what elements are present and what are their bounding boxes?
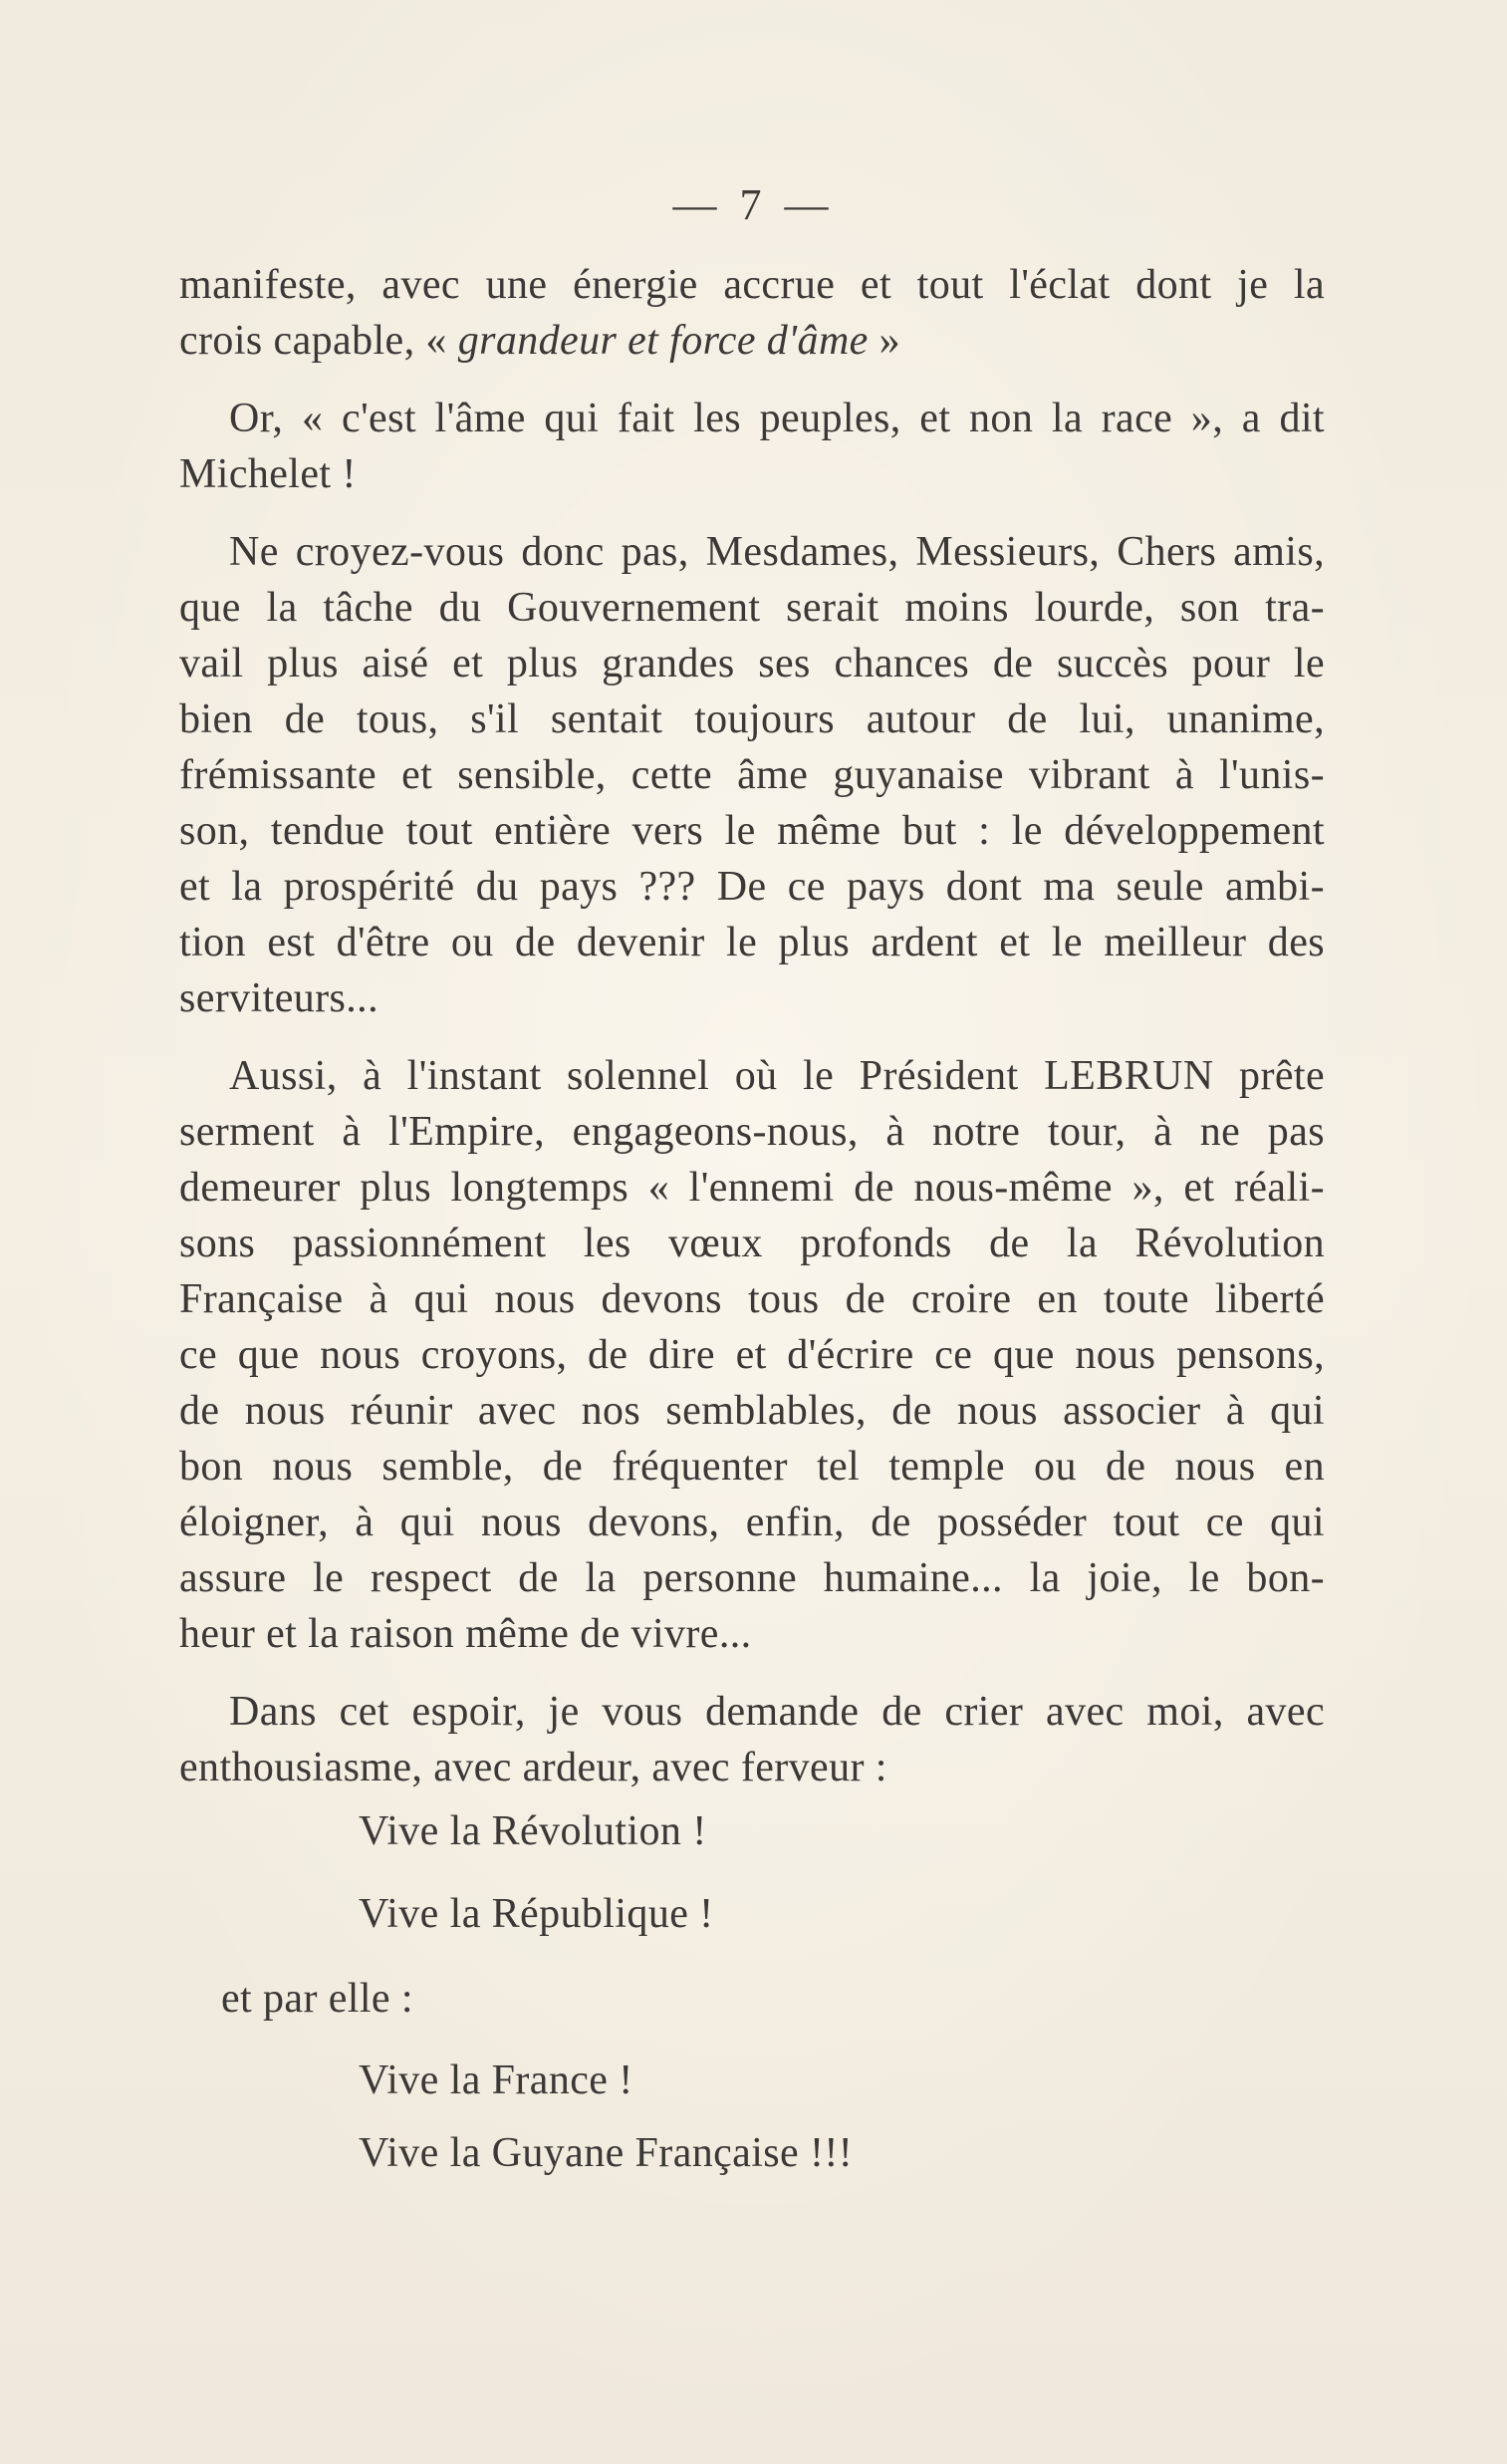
paragraph (179, 391, 1325, 502)
text-line: serviteurs... (179, 975, 378, 1021)
vive-france-line: Vive la France ! (359, 2057, 633, 2103)
vive-guyane-line: Vive la Guyane Française !!! (359, 2130, 854, 2176)
italic-phrase: grandeur et force d'âme (457, 318, 869, 364)
et-par-elle-line: et par elle : (221, 1976, 413, 2022)
text-line: ce que nous croyons, de dire et d'écrire ce que nous pensons, (179, 1332, 1325, 1378)
page-number: — 7 — (672, 180, 835, 229)
text-line: son, tendue tout entière vers le même but : le développement (179, 808, 1325, 854)
text-line: vail plus aisé et plus grandes ses chances de succès pour le (179, 641, 1325, 686)
text-line: manifeste, avec une énergie accrue et tout l'éclat dont je la (179, 262, 1325, 308)
paragraph-gap (179, 369, 1325, 391)
text-line: assure le respect de la personne humaine... la joie, le bon- (179, 1555, 1325, 1601)
text-line (179, 313, 1325, 369)
text-line: tion est d'être ou de devenir le plus ardent et le meilleur des (179, 920, 1325, 965)
paragraph (179, 1048, 1325, 1662)
text-line: Michelet ! (179, 451, 357, 497)
text-line: serment à l'Empire, engageons-nous, à notre tour, à ne pas (179, 1109, 1325, 1155)
text-line: de nous réunir avec nos semblables, de nous associer à qui (179, 1388, 1325, 1434)
text-line: bien de tous, s'il sentait toujours autour de lui, unanime, (179, 696, 1325, 742)
text-line: bon nous semble, de fréquenter tel temple ou de nous en (179, 1444, 1325, 1490)
text-line: sons passionnément les vœux profonds de la Révolution (179, 1221, 1325, 1266)
text-span: crois capable, « (179, 318, 458, 364)
text-span: » (868, 318, 901, 364)
paragraph-gap (179, 1026, 1325, 1048)
paragraph (179, 524, 1325, 1026)
body-text (179, 257, 1325, 1795)
text-line: Ne croyez-vous donc pas, Mesdames, Messieurs, Chers amis, (229, 529, 1325, 575)
text-line: frémissante et sensible, cette âme guyanaise vibrant à l'unis- (179, 752, 1325, 798)
text-line: enthousiasme, avec ardeur, avec ferveur : (179, 1745, 887, 1790)
vive-republique-line: Vive la République ! (359, 1891, 714, 1937)
text-line: Aussi, à l'instant solennel où le Président LEBRUN prête (229, 1053, 1325, 1099)
paragraph-gap (179, 1662, 1325, 1684)
text-line: que la tâche du Gouvernement serait moins lourde, son tra- (179, 585, 1325, 631)
text-line: Française à qui nous devons tous de croire en toute liberté (179, 1276, 1325, 1322)
paragraph (179, 1684, 1325, 1795)
paragraph (179, 257, 1325, 369)
text-line: Or, « c'est l'âme qui fait les peuples, et non la race », a dit (229, 396, 1325, 441)
text-line: demeurer plus longtemps « l'ennemi de nous-même », et réali- (179, 1165, 1325, 1211)
text-line: éloigner, à qui nous devons, enfin, de posséder tout ce qui (179, 1500, 1325, 1545)
text-line: Dans cet espoir, je vous demande de crier avec moi, avec (229, 1689, 1325, 1735)
text-line: heur et la raison même de vivre... (179, 1611, 752, 1657)
paragraph-gap (179, 502, 1325, 524)
vive-revolution-line: Vive la Révolution ! (359, 1808, 707, 1854)
text-line: et la prospérité du pays ??? De ce pays dont ma seule ambi- (179, 864, 1325, 910)
